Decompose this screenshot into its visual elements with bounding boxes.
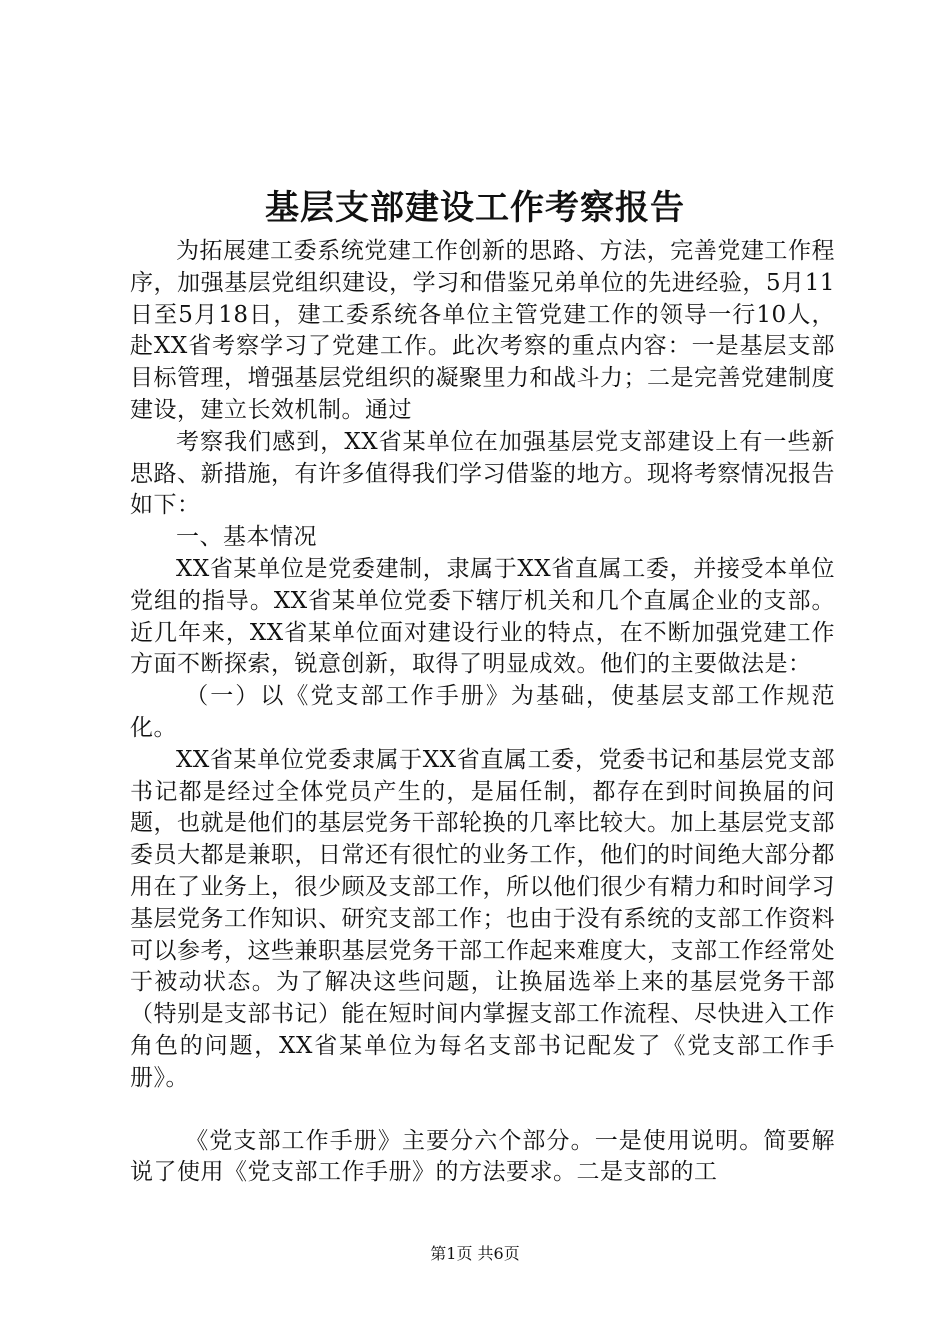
document-body [130,236,835,1189]
paragraph-intro: 为拓展建工委系统党建工作创新的思路、方法，完善党建工作程序，加强基层党组织建设，学习和借鉴兄弟单位的先进经验，5月11日至5月18日，建工委系统各单位主管党建工作的领导一行10人，赴XX省考察学习了党建工作。此次考察的重点内容：一是基层支部目标管理，增强基层党组织的凝聚里力和战斗力；二是完善党建制度建设，建立长效机制。通过 [130,238,835,423]
page-footer: 第1页 共6页 [430,1244,520,1263]
paragraph-spacer [130,1095,835,1126]
subsection-heading-handbook: （一）以《党支部工作手册》为基础，使基层支部工作规范化。 [130,683,835,741]
section-heading-basic-situation: 一、基本情况 [176,524,317,551]
paragraph-basic-situation: XX省某单位是党委建制，隶属于XX省直属工委，并接受本单位党组的指导。XX省某单位党委下辖厅机关和几个直属企业的支部。近几年来，XX省某单位面对建设行业的特点，在不断加强党建工作方面不断探索，锐意创新，取得了明显成效。他们的主要做法是： [130,555,835,678]
page-title: 基层支部建设工作考察报告 [265,188,685,228]
paragraph-handbook-background: XX省某单位党委隶属于XX省直属工委，党委书记和基层党支部书记都是经过全体党员产生的，是届任制，都存在到时间换届的问题，也就是他们的基层党务干部轮换的几率比较大。加上基层党支部委员大都是兼职，日常还有很忙的业务工作，他们的时间绝大部分都用在了业务上，很少顾及支部工作，所以他们很少有精力和时间学习基层党务工作知识、研究支部工作；也由于没有系统的支部工作资料可以参考，这些兼职基层党务干部工作起来难度大，支部工作经常处于被动状态。为了解决这些问题，让换届选举上来的基层党务干部（特别是支部书记）能在短时间内掌握支部工作流程、尽快进入工作角色的问题，XX省某单位为每名支部书记配发了《党支部工作手册》。 [130,746,835,1091]
paragraph-inspection-summary: 考察我们感到，XX省某单位在加强基层党支部建设上有一些新思路、新措施，有许多值得我们学习借鉴的地方。现将考察情况报告如下： [130,428,835,519]
paragraph-handbook-parts: 《党支部工作手册》主要分六个部分。一是使用说明。简要解说了使用《党支部工作手册》的方法要求。二是支部的工 [130,1127,835,1186]
